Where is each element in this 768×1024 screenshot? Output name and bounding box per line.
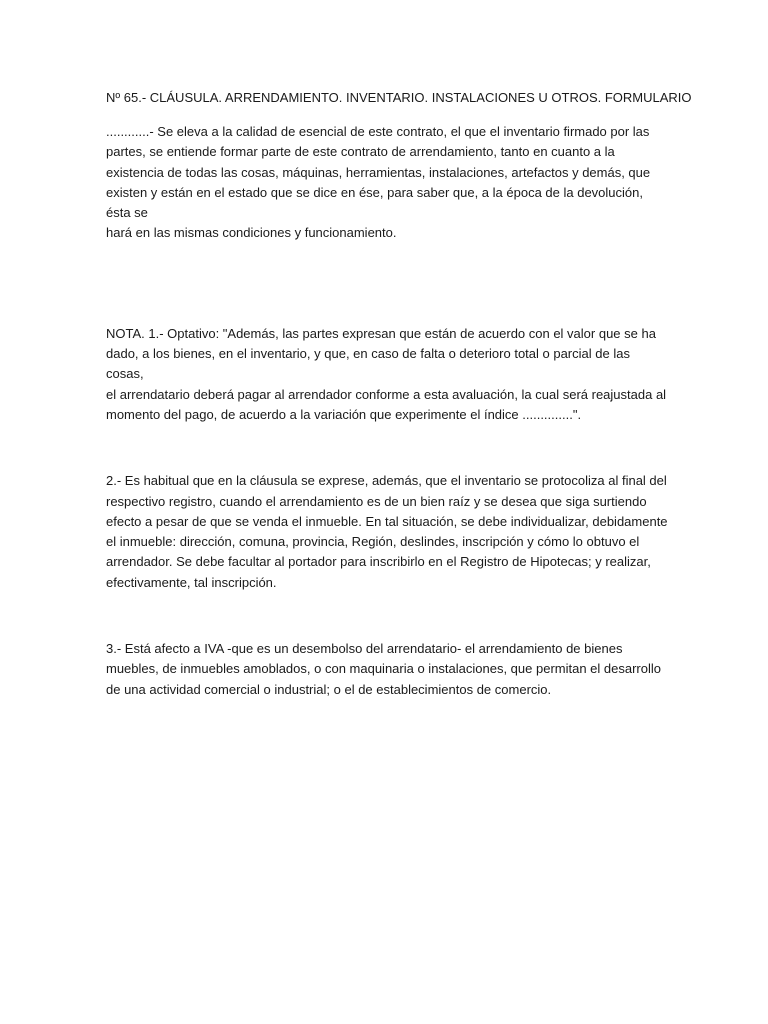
note-2-paragraph: 2.- Es habitual que en la cláusula se exprese, además, que el inventario se protocoliza al final del respectivo registro, cuando el arrendamiento es de un bien raíz y se desea que siga surtiendo efecto a pesar de que se venda el inmueble. En tal situación, se debe individualizar, debidamente el inmueble: dirección, comuna, provincia, Región, deslindes, inscripción y cómo lo obtuvo el arrendador. Se debe facultar al portador para inscribirlo en el Registro de Hipotecas; y realizar, efectivamente, tal inscripción. — [106, 473, 668, 590]
document-title: Nº 65.- CLÁUSULA. ARRENDAMIENTO. INVENTARIO. INSTALACIONES U OTROS. FORMULARIO — [106, 90, 692, 105]
document-page — [106, 88, 692, 700]
nota-paragraph: NOTA. 1.- Optativo: "Además, las partes expresan que están de acuerdo con el valor que se ha dado, a los bienes, en el inventario, y que, en caso de falta o deterioro total o parcial de las cosas, el arrendatario deberá pagar al arrendador conforme a esta avaluación, la cual será reajustada al momento del pago, de acuerdo a la variación que experimente el índice ..............". — [106, 325, 667, 422]
clause-paragraph: ............- Se eleva a la calidad de esencial de este contrato, el que el inventario firmado por las partes, se entiende formar parte de este contrato de arrendamiento, tanto en cuanto a la existencia de todas las cosas, máquinas, herramientas, instalaciones, artefactos y demás, que existen y están en el estado que se dice en ése, para saber que, a la época de la devolución, ésta se hará en las mismas condiciones y funcionamiento. — [106, 124, 651, 241]
note-3-paragraph: 3.- Está afecto a IVA -que es un desembolso del arrendatario- el arrendamiento de bienes muebles, de inmuebles amoblados, o con maquinaria o instalaciones, que permitan el desarrollo de una actividad comercial o industrial; o el de establecimientos de comercio. — [106, 641, 661, 697]
